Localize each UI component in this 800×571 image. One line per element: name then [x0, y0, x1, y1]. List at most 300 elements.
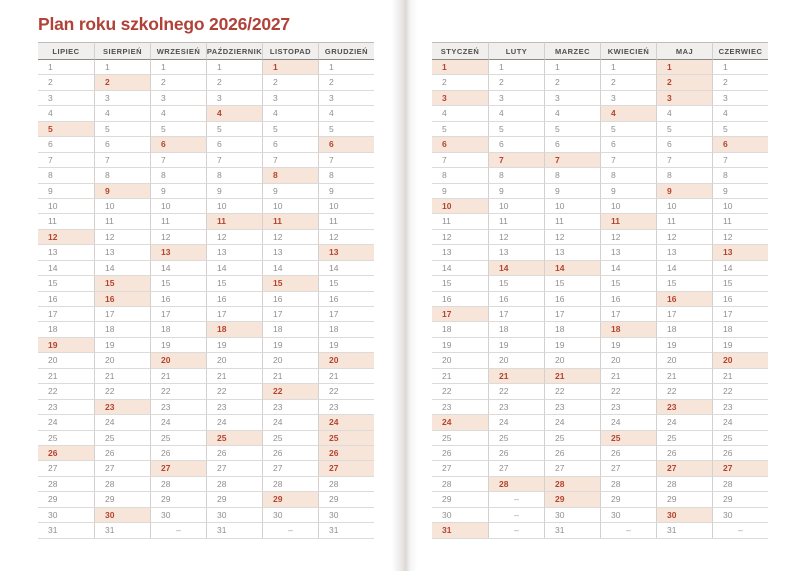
day-cell-grudzien-22: 22 [318, 384, 374, 399]
day-cell-wrzesien-10: 10 [150, 199, 206, 214]
day-cell-marzec-28: 28 [544, 477, 600, 492]
day-cell-styczen-21: 21 [432, 369, 488, 384]
day-cell-marzec-12: 12 [544, 230, 600, 245]
day-cell-sierpien-21: 21 [94, 369, 150, 384]
day-cell-maj-6: 6 [656, 137, 712, 152]
day-cell-marzec-9: 9 [544, 184, 600, 199]
day-cell-kwiecien-6: 6 [600, 137, 656, 152]
day-cell-sierpien-26: 26 [94, 446, 150, 461]
day-cell-luty-6: 6 [488, 137, 544, 152]
day-cell-listopad-19: 19 [262, 338, 318, 353]
day-cell-lipiec-7: 7 [38, 153, 94, 168]
day-cell-marzec-19: 19 [544, 338, 600, 353]
day-cell-lipiec-31: 31 [38, 523, 94, 538]
day-cell-sierpien-7: 7 [94, 153, 150, 168]
day-cell-grudzien-11: 11 [318, 214, 374, 229]
day-cell-czerwiec-6: 6 [712, 137, 768, 152]
day-cell-wrzesien-24: 24 [150, 415, 206, 430]
day-cell-styczen-22: 22 [432, 384, 488, 399]
day-cell-grudzien-14: 14 [318, 261, 374, 276]
month-header-pazdziernik: PAŹDZIERNIK [206, 42, 262, 60]
day-cell-grudzien-1: 1 [318, 60, 374, 75]
day-cell-listopad-21: 21 [262, 369, 318, 384]
day-cell-wrzesien-22: 22 [150, 384, 206, 399]
day-cell-grudzien-29: 29 [318, 492, 374, 507]
day-cell-kwiecien-29: 29 [600, 492, 656, 507]
day-cell-wrzesien-25: 25 [150, 431, 206, 446]
day-cell-marzec-31: 31 [544, 523, 600, 538]
day-cell-grudzien-16: 16 [318, 292, 374, 307]
day-cell-sierpien-17: 17 [94, 307, 150, 322]
day-cell-grudzien-13: 13 [318, 245, 374, 260]
month-header-listopad: LISTOPAD [262, 42, 318, 60]
day-cell-luty-20: 20 [488, 353, 544, 368]
day-cell-pazdziernik-26: 26 [206, 446, 262, 461]
empty-cell-czerwiec-31: – [712, 523, 768, 538]
day-cell-grudzien-27: 27 [318, 461, 374, 476]
day-cell-lipiec-2: 2 [38, 75, 94, 90]
day-cell-wrzesien-12: 12 [150, 230, 206, 245]
day-cell-czerwiec-26: 26 [712, 446, 768, 461]
day-cell-sierpien-14: 14 [94, 261, 150, 276]
day-cell-styczen-31: 31 [432, 523, 488, 538]
day-cell-wrzesien-19: 19 [150, 338, 206, 353]
day-cell-sierpien-3: 3 [94, 91, 150, 106]
day-cell-styczen-4: 4 [432, 106, 488, 121]
day-cell-maj-26: 26 [656, 446, 712, 461]
day-cell-kwiecien-5: 5 [600, 122, 656, 137]
day-cell-sierpien-24: 24 [94, 415, 150, 430]
day-cell-czerwiec-25: 25 [712, 431, 768, 446]
day-cell-luty-5: 5 [488, 122, 544, 137]
day-cell-lipiec-1: 1 [38, 60, 94, 75]
day-cell-pazdziernik-10: 10 [206, 199, 262, 214]
day-cell-styczen-18: 18 [432, 322, 488, 337]
day-cell-marzec-15: 15 [544, 276, 600, 291]
day-cell-kwiecien-27: 27 [600, 461, 656, 476]
day-cell-listopad-24: 24 [262, 415, 318, 430]
day-cell-grudzien-17: 17 [318, 307, 374, 322]
day-cell-kwiecien-15: 15 [600, 276, 656, 291]
day-cell-styczen-1: 1 [432, 60, 488, 75]
day-cell-czerwiec-1: 1 [712, 60, 768, 75]
day-cell-styczen-25: 25 [432, 431, 488, 446]
day-cell-marzec-21: 21 [544, 369, 600, 384]
day-cell-kwiecien-2: 2 [600, 75, 656, 90]
day-cell-marzec-6: 6 [544, 137, 600, 152]
day-cell-marzec-3: 3 [544, 91, 600, 106]
day-cell-czerwiec-28: 28 [712, 477, 768, 492]
day-cell-lipiec-29: 29 [38, 492, 94, 507]
day-cell-marzec-13: 13 [544, 245, 600, 260]
day-cell-wrzesien-11: 11 [150, 214, 206, 229]
day-cell-pazdziernik-21: 21 [206, 369, 262, 384]
day-cell-listopad-6: 6 [262, 137, 318, 152]
day-cell-styczen-28: 28 [432, 477, 488, 492]
day-cell-luty-10: 10 [488, 199, 544, 214]
day-cell-kwiecien-3: 3 [600, 91, 656, 106]
day-cell-listopad-28: 28 [262, 477, 318, 492]
day-cell-czerwiec-14: 14 [712, 261, 768, 276]
day-cell-lipiec-3: 3 [38, 91, 94, 106]
day-cell-kwiecien-21: 21 [600, 369, 656, 384]
month-header-lipiec: LIPIEC [38, 42, 94, 60]
day-cell-sierpien-11: 11 [94, 214, 150, 229]
day-cell-styczen-6: 6 [432, 137, 488, 152]
day-cell-listopad-22: 22 [262, 384, 318, 399]
empty-cell-luty-30: – [488, 508, 544, 523]
day-cell-luty-9: 9 [488, 184, 544, 199]
day-cell-listopad-2: 2 [262, 75, 318, 90]
day-cell-kwiecien-11: 11 [600, 214, 656, 229]
day-cell-sierpien-5: 5 [94, 122, 150, 137]
day-cell-maj-14: 14 [656, 261, 712, 276]
day-cell-pazdziernik-27: 27 [206, 461, 262, 476]
day-cell-luty-25: 25 [488, 431, 544, 446]
day-cell-czerwiec-2: 2 [712, 75, 768, 90]
day-cell-listopad-18: 18 [262, 322, 318, 337]
day-cell-pazdziernik-1: 1 [206, 60, 262, 75]
day-cell-listopad-15: 15 [262, 276, 318, 291]
day-cell-kwiecien-28: 28 [600, 477, 656, 492]
day-cell-lipiec-14: 14 [38, 261, 94, 276]
day-cell-grudzien-21: 21 [318, 369, 374, 384]
day-cell-marzec-11: 11 [544, 214, 600, 229]
day-cell-styczen-11: 11 [432, 214, 488, 229]
day-cell-grudzien-24: 24 [318, 415, 374, 430]
day-cell-wrzesien-9: 9 [150, 184, 206, 199]
day-cell-marzec-1: 1 [544, 60, 600, 75]
day-cell-grudzien-8: 8 [318, 168, 374, 183]
day-cell-sierpien-23: 23 [94, 400, 150, 415]
day-cell-pazdziernik-23: 23 [206, 400, 262, 415]
day-cell-maj-16: 16 [656, 292, 712, 307]
day-cell-maj-15: 15 [656, 276, 712, 291]
day-cell-kwiecien-20: 20 [600, 353, 656, 368]
day-cell-kwiecien-4: 4 [600, 106, 656, 121]
day-cell-grudzien-19: 19 [318, 338, 374, 353]
day-cell-luty-27: 27 [488, 461, 544, 476]
month-header-maj: MAJ [656, 42, 712, 60]
day-cell-luty-21: 21 [488, 369, 544, 384]
day-cell-wrzesien-26: 26 [150, 446, 206, 461]
day-cell-listopad-23: 23 [262, 400, 318, 415]
day-cell-kwiecien-8: 8 [600, 168, 656, 183]
day-cell-marzec-17: 17 [544, 307, 600, 322]
day-cell-lipiec-10: 10 [38, 199, 94, 214]
day-cell-styczen-3: 3 [432, 91, 488, 106]
day-cell-styczen-19: 19 [432, 338, 488, 353]
day-cell-maj-2: 2 [656, 75, 712, 90]
day-cell-pazdziernik-12: 12 [206, 230, 262, 245]
day-cell-lipiec-21: 21 [38, 369, 94, 384]
month-header-kwiecien: KWIECIEŃ [600, 42, 656, 60]
day-cell-wrzesien-29: 29 [150, 492, 206, 507]
month-header-sierpien: SIERPIEŃ [94, 42, 150, 60]
day-cell-sierpien-25: 25 [94, 431, 150, 446]
day-cell-lipiec-28: 28 [38, 477, 94, 492]
day-cell-kwiecien-12: 12 [600, 230, 656, 245]
day-cell-lipiec-24: 24 [38, 415, 94, 430]
day-cell-maj-25: 25 [656, 431, 712, 446]
day-cell-kwiecien-18: 18 [600, 322, 656, 337]
day-cell-listopad-17: 17 [262, 307, 318, 322]
day-cell-lipiec-8: 8 [38, 168, 94, 183]
day-cell-luty-17: 17 [488, 307, 544, 322]
day-cell-czerwiec-30: 30 [712, 508, 768, 523]
day-cell-maj-17: 17 [656, 307, 712, 322]
day-cell-wrzesien-21: 21 [150, 369, 206, 384]
day-cell-grudzien-10: 10 [318, 199, 374, 214]
day-cell-sierpien-19: 19 [94, 338, 150, 353]
day-cell-kwiecien-10: 10 [600, 199, 656, 214]
day-cell-listopad-1: 1 [262, 60, 318, 75]
day-cell-maj-5: 5 [656, 122, 712, 137]
day-cell-marzec-18: 18 [544, 322, 600, 337]
day-cell-listopad-11: 11 [262, 214, 318, 229]
day-cell-luty-18: 18 [488, 322, 544, 337]
day-cell-wrzesien-30: 30 [150, 508, 206, 523]
day-cell-luty-13: 13 [488, 245, 544, 260]
day-cell-maj-30: 30 [656, 508, 712, 523]
day-cell-kwiecien-26: 26 [600, 446, 656, 461]
month-header-czerwiec: CZERWIEC [712, 42, 768, 60]
day-cell-luty-26: 26 [488, 446, 544, 461]
day-cell-wrzesien-18: 18 [150, 322, 206, 337]
day-cell-czerwiec-22: 22 [712, 384, 768, 399]
day-cell-czerwiec-3: 3 [712, 91, 768, 106]
day-cell-kwiecien-19: 19 [600, 338, 656, 353]
day-cell-listopad-13: 13 [262, 245, 318, 260]
day-cell-maj-11: 11 [656, 214, 712, 229]
day-cell-wrzesien-1: 1 [150, 60, 206, 75]
day-cell-sierpien-9: 9 [94, 184, 150, 199]
day-cell-pazdziernik-3: 3 [206, 91, 262, 106]
day-cell-maj-7: 7 [656, 153, 712, 168]
day-cell-grudzien-23: 23 [318, 400, 374, 415]
empty-cell-kwiecien-31: – [600, 523, 656, 538]
day-cell-lipiec-11: 11 [38, 214, 94, 229]
day-cell-listopad-7: 7 [262, 153, 318, 168]
day-cell-styczen-23: 23 [432, 400, 488, 415]
day-cell-pazdziernik-20: 20 [206, 353, 262, 368]
day-cell-maj-31: 31 [656, 523, 712, 538]
day-cell-wrzesien-27: 27 [150, 461, 206, 476]
day-cell-lipiec-9: 9 [38, 184, 94, 199]
day-cell-luty-23: 23 [488, 400, 544, 415]
day-cell-czerwiec-5: 5 [712, 122, 768, 137]
day-cell-wrzesien-28: 28 [150, 477, 206, 492]
day-cell-czerwiec-13: 13 [712, 245, 768, 260]
day-cell-czerwiec-18: 18 [712, 322, 768, 337]
day-cell-kwiecien-23: 23 [600, 400, 656, 415]
day-cell-marzec-29: 29 [544, 492, 600, 507]
day-cell-grudzien-5: 5 [318, 122, 374, 137]
day-cell-maj-21: 21 [656, 369, 712, 384]
day-cell-lipiec-23: 23 [38, 400, 94, 415]
day-cell-styczen-8: 8 [432, 168, 488, 183]
day-cell-pazdziernik-17: 17 [206, 307, 262, 322]
day-cell-maj-20: 20 [656, 353, 712, 368]
day-cell-sierpien-27: 27 [94, 461, 150, 476]
day-cell-grudzien-18: 18 [318, 322, 374, 337]
day-cell-luty-12: 12 [488, 230, 544, 245]
day-cell-kwiecien-14: 14 [600, 261, 656, 276]
day-cell-grudzien-25: 25 [318, 431, 374, 446]
day-cell-listopad-26: 26 [262, 446, 318, 461]
page-title: Plan roku szkolnego 2026/2027 [38, 14, 290, 34]
day-cell-sierpien-22: 22 [94, 384, 150, 399]
day-cell-styczen-26: 26 [432, 446, 488, 461]
day-cell-luty-14: 14 [488, 261, 544, 276]
day-cell-wrzesien-14: 14 [150, 261, 206, 276]
day-cell-maj-18: 18 [656, 322, 712, 337]
day-cell-wrzesien-20: 20 [150, 353, 206, 368]
month-header-grudzien: GRUDZIEŃ [318, 42, 374, 60]
day-cell-listopad-10: 10 [262, 199, 318, 214]
day-cell-marzec-26: 26 [544, 446, 600, 461]
day-cell-marzec-22: 22 [544, 384, 600, 399]
day-cell-pazdziernik-8: 8 [206, 168, 262, 183]
day-cell-pazdziernik-4: 4 [206, 106, 262, 121]
day-cell-luty-7: 7 [488, 153, 544, 168]
day-cell-pazdziernik-6: 6 [206, 137, 262, 152]
day-cell-lipiec-26: 26 [38, 446, 94, 461]
day-cell-luty-15: 15 [488, 276, 544, 291]
day-cell-czerwiec-9: 9 [712, 184, 768, 199]
day-cell-marzec-20: 20 [544, 353, 600, 368]
day-cell-marzec-16: 16 [544, 292, 600, 307]
day-cell-pazdziernik-28: 28 [206, 477, 262, 492]
day-cell-luty-1: 1 [488, 60, 544, 75]
day-cell-marzec-25: 25 [544, 431, 600, 446]
day-cell-kwiecien-13: 13 [600, 245, 656, 260]
day-cell-czerwiec-19: 19 [712, 338, 768, 353]
day-cell-czerwiec-24: 24 [712, 415, 768, 430]
day-cell-luty-8: 8 [488, 168, 544, 183]
day-cell-lipiec-16: 16 [38, 292, 94, 307]
day-cell-pazdziernik-14: 14 [206, 261, 262, 276]
day-cell-kwiecien-16: 16 [600, 292, 656, 307]
day-cell-czerwiec-23: 23 [712, 400, 768, 415]
day-cell-czerwiec-16: 16 [712, 292, 768, 307]
day-cell-styczen-13: 13 [432, 245, 488, 260]
day-cell-styczen-14: 14 [432, 261, 488, 276]
day-cell-sierpien-6: 6 [94, 137, 150, 152]
day-cell-styczen-16: 16 [432, 292, 488, 307]
day-cell-maj-13: 13 [656, 245, 712, 260]
day-cell-lipiec-19: 19 [38, 338, 94, 353]
day-cell-listopad-20: 20 [262, 353, 318, 368]
day-cell-styczen-5: 5 [432, 122, 488, 137]
day-cell-pazdziernik-24: 24 [206, 415, 262, 430]
day-cell-wrzesien-7: 7 [150, 153, 206, 168]
empty-cell-luty-29: – [488, 492, 544, 507]
day-cell-luty-19: 19 [488, 338, 544, 353]
day-cell-czerwiec-7: 7 [712, 153, 768, 168]
day-cell-styczen-15: 15 [432, 276, 488, 291]
day-cell-wrzesien-4: 4 [150, 106, 206, 121]
day-cell-lipiec-12: 12 [38, 230, 94, 245]
day-cell-styczen-24: 24 [432, 415, 488, 430]
day-cell-czerwiec-4: 4 [712, 106, 768, 121]
day-cell-luty-16: 16 [488, 292, 544, 307]
day-cell-grudzien-28: 28 [318, 477, 374, 492]
day-cell-kwiecien-30: 30 [600, 508, 656, 523]
day-cell-wrzesien-5: 5 [150, 122, 206, 137]
day-cell-czerwiec-10: 10 [712, 199, 768, 214]
day-cell-marzec-30: 30 [544, 508, 600, 523]
day-cell-luty-4: 4 [488, 106, 544, 121]
day-cell-listopad-8: 8 [262, 168, 318, 183]
day-cell-czerwiec-21: 21 [712, 369, 768, 384]
day-cell-styczen-2: 2 [432, 75, 488, 90]
day-cell-listopad-3: 3 [262, 91, 318, 106]
day-cell-luty-2: 2 [488, 75, 544, 90]
day-cell-listopad-25: 25 [262, 431, 318, 446]
day-cell-maj-8: 8 [656, 168, 712, 183]
day-cell-maj-28: 28 [656, 477, 712, 492]
day-cell-luty-22: 22 [488, 384, 544, 399]
day-cell-maj-23: 23 [656, 400, 712, 415]
day-cell-lipiec-18: 18 [38, 322, 94, 337]
day-cell-sierpien-30: 30 [94, 508, 150, 523]
empty-cell-wrzesien-31: – [150, 523, 206, 538]
day-cell-czerwiec-11: 11 [712, 214, 768, 229]
day-cell-sierpien-4: 4 [94, 106, 150, 121]
day-cell-styczen-30: 30 [432, 508, 488, 523]
day-cell-grudzien-26: 26 [318, 446, 374, 461]
day-cell-czerwiec-20: 20 [712, 353, 768, 368]
day-cell-maj-27: 27 [656, 461, 712, 476]
day-cell-grudzien-30: 30 [318, 508, 374, 523]
day-cell-pazdziernik-16: 16 [206, 292, 262, 307]
day-cell-lipiec-17: 17 [38, 307, 94, 322]
day-cell-listopad-4: 4 [262, 106, 318, 121]
day-cell-pazdziernik-9: 9 [206, 184, 262, 199]
day-cell-lipiec-6: 6 [38, 137, 94, 152]
day-cell-lipiec-22: 22 [38, 384, 94, 399]
day-cell-sierpien-28: 28 [94, 477, 150, 492]
day-cell-sierpien-2: 2 [94, 75, 150, 90]
day-cell-styczen-12: 12 [432, 230, 488, 245]
day-cell-kwiecien-24: 24 [600, 415, 656, 430]
day-cell-sierpien-8: 8 [94, 168, 150, 183]
day-cell-grudzien-9: 9 [318, 184, 374, 199]
book-spine [392, 0, 418, 571]
day-cell-pazdziernik-15: 15 [206, 276, 262, 291]
day-cell-listopad-9: 9 [262, 184, 318, 199]
day-cell-styczen-10: 10 [432, 199, 488, 214]
day-cell-wrzesien-15: 15 [150, 276, 206, 291]
day-cell-lipiec-4: 4 [38, 106, 94, 121]
day-cell-styczen-17: 17 [432, 307, 488, 322]
day-cell-grudzien-2: 2 [318, 75, 374, 90]
day-cell-marzec-5: 5 [544, 122, 600, 137]
month-header-styczen: STYCZEŃ [432, 42, 488, 60]
month-header-luty: LUTY [488, 42, 544, 60]
day-cell-wrzesien-6: 6 [150, 137, 206, 152]
day-cell-luty-28: 28 [488, 477, 544, 492]
day-cell-wrzesien-23: 23 [150, 400, 206, 415]
day-cell-czerwiec-8: 8 [712, 168, 768, 183]
day-cell-styczen-29: 29 [432, 492, 488, 507]
day-cell-grudzien-31: 31 [318, 523, 374, 538]
day-cell-listopad-30: 30 [262, 508, 318, 523]
day-cell-marzec-23: 23 [544, 400, 600, 415]
day-cell-pazdziernik-30: 30 [206, 508, 262, 523]
day-cell-maj-29: 29 [656, 492, 712, 507]
